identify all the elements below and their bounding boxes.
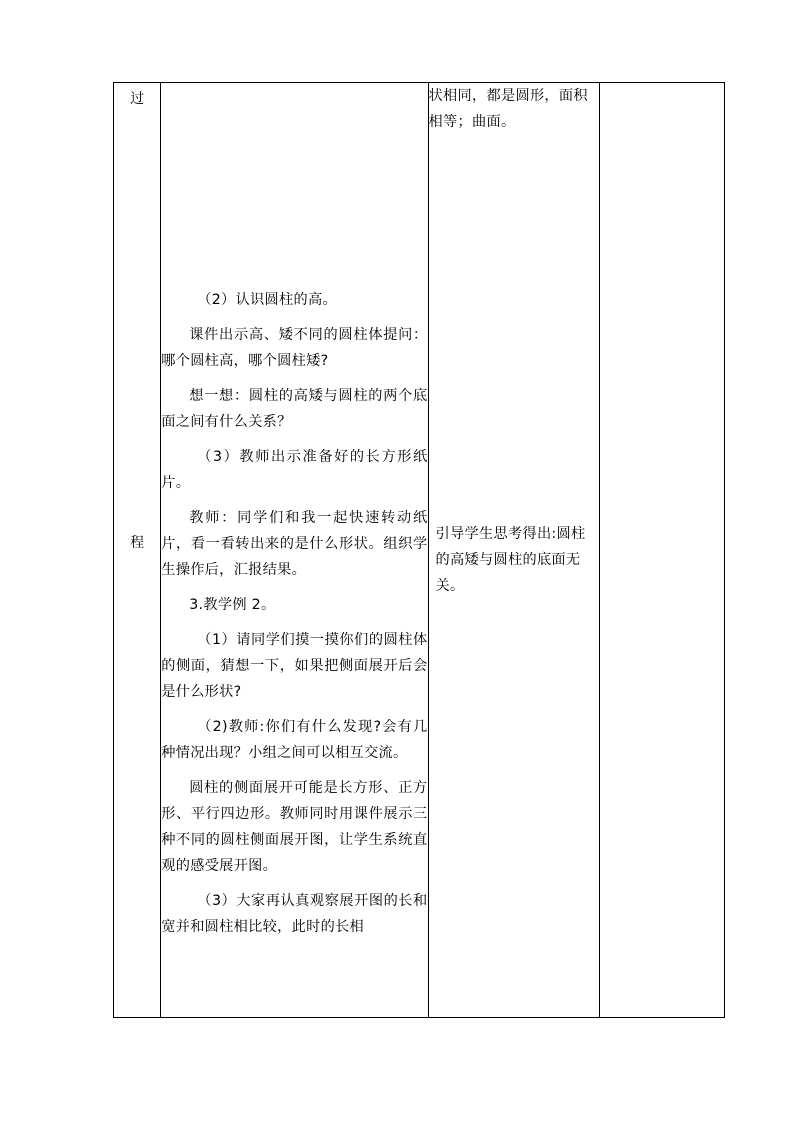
stage-label-cell xyxy=(114,83,161,1018)
design-note-cell xyxy=(600,83,725,1018)
activity-paragraph: 3.教学例 2。 xyxy=(189,597,276,613)
student-activity-text: 状相同，都是圆形，面积相等；曲面。 xyxy=(428,88,588,130)
stage-label-top: 过 xyxy=(130,91,145,107)
activity-paragraph: （2)教师:你们有什么发现?会有几种情况出现？小组之间可以相互交流。 xyxy=(161,719,428,761)
student-activity-cell xyxy=(428,83,600,1018)
table-row xyxy=(114,83,725,1018)
lesson-plan-table xyxy=(113,82,725,1018)
activity-paragraph: （3）教师出示准备好的长方形纸片。 xyxy=(161,449,428,491)
activity-paragraph: 课件出示高、矮不同的圆柱体提问：哪个圆柱高，哪个圆柱矮? xyxy=(161,327,428,369)
activity-paragraph: 圆柱的侧面展开可能是长方形、正方形、平行四边形。教师同时用课件展示三种不同的圆柱侧面展开图，让学生系统直观的感受展开图。 xyxy=(161,780,428,874)
teaching-activity-cell xyxy=(161,83,428,1018)
activity-paragraph: 教师：同学们和我一起快速转动纸片，看一看转出来的是什么形状。组织学生操作后，汇报结果。 xyxy=(161,510,428,578)
activity-paragraph: 想一想：圆柱的高矮与圆柱的两个底面之间有什么关系？ xyxy=(161,388,428,430)
activity-paragraph: （1）请同学们摸一摸你们的圆柱体的侧面，猜想一下，如果把侧面展开后会是什么形状? xyxy=(161,632,428,700)
blank-space xyxy=(161,83,427,287)
activity-paragraph: （2）认识圆柱的高。 xyxy=(197,292,337,308)
student-activity-text: 引导学生思考得出:圆柱的高矮与圆柱的底面无关。 xyxy=(435,526,586,594)
stage-label-middle: 程 xyxy=(130,535,145,551)
activity-paragraph: （3）大家再认真观察展开图的长和宽并和圆柱相比较，此时的长相 xyxy=(161,893,428,935)
